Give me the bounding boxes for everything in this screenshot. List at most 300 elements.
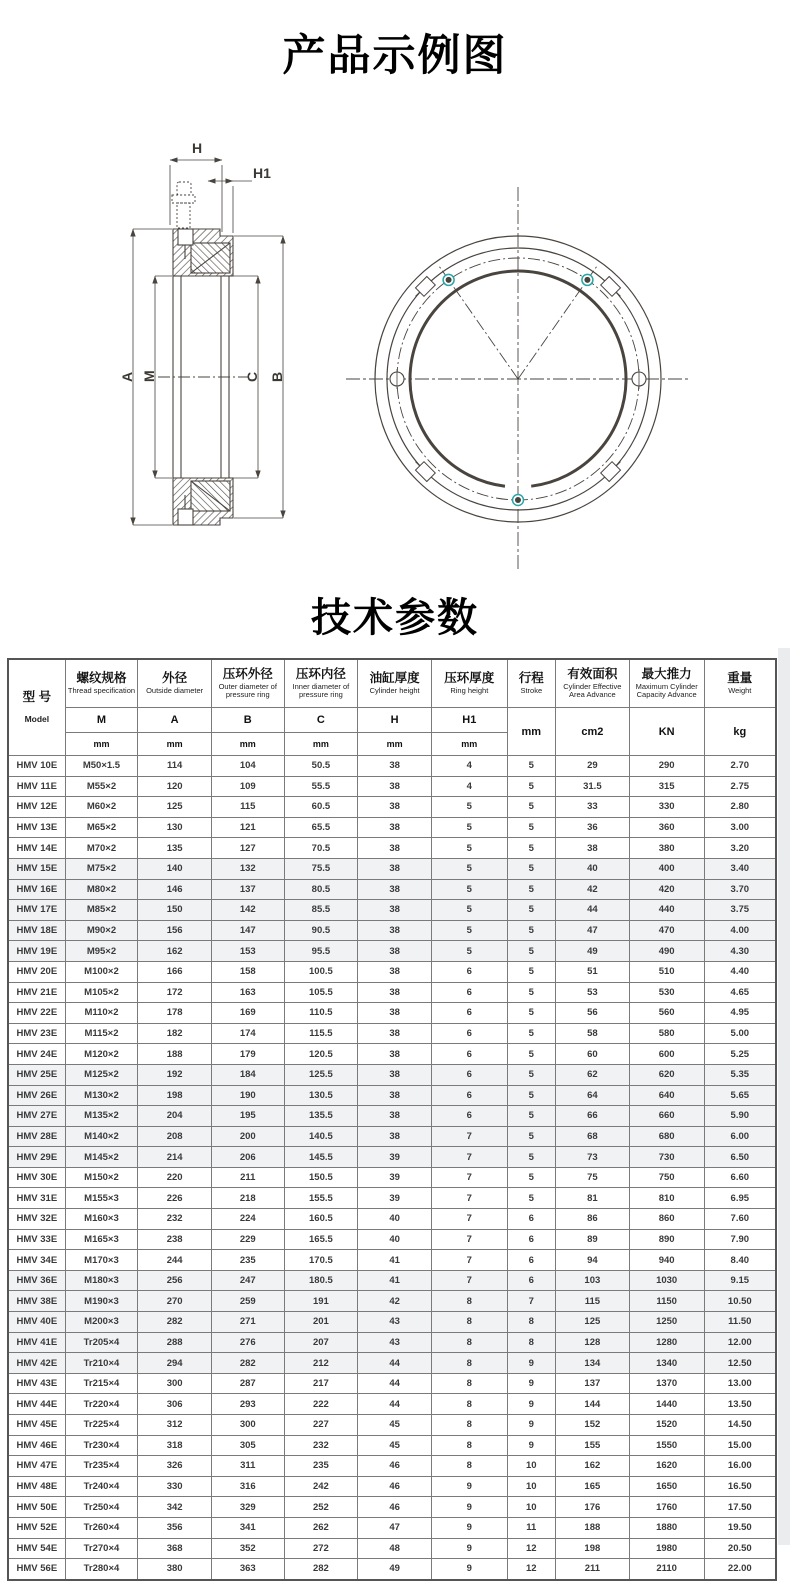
value-cell: M125×2	[65, 1064, 138, 1085]
value-cell: 6.00	[704, 1126, 776, 1147]
value-cell: 125	[138, 797, 212, 818]
value-cell: 127	[211, 838, 284, 859]
value-cell: 38	[358, 982, 432, 1003]
value-cell: 13.00	[704, 1373, 776, 1394]
table-row	[8, 920, 776, 941]
table-row	[8, 1497, 776, 1518]
value-cell: 1760	[629, 1497, 704, 1518]
value-cell: M150×2	[65, 1167, 138, 1188]
value-cell: 490	[629, 941, 704, 962]
value-cell: 890	[629, 1229, 704, 1250]
value-cell: 306	[138, 1394, 212, 1415]
unit-mm: mm	[65, 733, 138, 756]
value-cell: 5	[431, 941, 507, 962]
unit-mm: mm	[284, 733, 358, 756]
value-cell: 39	[358, 1188, 432, 1209]
value-cell: 5	[507, 797, 555, 818]
value-cell: 271	[211, 1312, 284, 1333]
value-cell: 342	[138, 1497, 212, 1518]
value-cell: 66	[556, 1106, 630, 1127]
value-cell: 211	[211, 1167, 284, 1188]
value-cell: 9	[431, 1497, 507, 1518]
value-cell: 147	[211, 920, 284, 941]
value-cell: 53	[556, 982, 630, 1003]
table-row	[8, 1353, 776, 1374]
value-cell: 42	[358, 1291, 432, 1312]
value-cell: 5	[507, 817, 555, 838]
col-header-thread: 螺纹规格 Thread specification	[65, 659, 138, 708]
value-cell: M65×2	[65, 817, 138, 838]
value-cell: M135×2	[65, 1106, 138, 1127]
table-row	[8, 1250, 776, 1271]
value-cell: 3.40	[704, 858, 776, 879]
value-cell: 5	[507, 1044, 555, 1065]
value-cell: 120	[138, 776, 212, 797]
value-cell: 4.00	[704, 920, 776, 941]
value-cell: 158	[211, 961, 284, 982]
value-cell: 5	[507, 838, 555, 859]
value-cell: 40	[358, 1209, 432, 1230]
value-cell: 217	[284, 1373, 358, 1394]
value-cell: 6	[507, 1270, 555, 1291]
value-cell: 172	[138, 982, 212, 1003]
value-cell: 5	[507, 756, 555, 777]
col-header-cylinder-height: 油缸厚度 Cylinder height	[358, 659, 432, 708]
value-cell: 47	[358, 1517, 432, 1538]
value-cell: Tr260×4	[65, 1517, 138, 1538]
value-cell: M60×2	[65, 797, 138, 818]
value-cell: 105.5	[284, 982, 358, 1003]
value-cell: 39	[358, 1147, 432, 1168]
table-row	[8, 1476, 776, 1497]
model-cell: HMV 40E	[8, 1312, 65, 1333]
value-cell: 276	[211, 1332, 284, 1353]
model-cell: HMV 45E	[8, 1415, 65, 1436]
table-row	[8, 1044, 776, 1065]
value-cell: 5	[431, 858, 507, 879]
model-cell: HMV 19E	[8, 941, 65, 962]
value-cell: 9	[431, 1517, 507, 1538]
value-cell: 242	[284, 1476, 358, 1497]
value-cell: 22.00	[704, 1559, 776, 1580]
value-cell: 130	[138, 817, 212, 838]
value-cell: 293	[211, 1394, 284, 1415]
value-cell: 238	[138, 1229, 212, 1250]
model-cell: HMV 12E	[8, 797, 65, 818]
value-cell: 11	[507, 1517, 555, 1538]
table-row	[8, 1106, 776, 1127]
value-cell: 290	[629, 756, 704, 777]
value-cell: 329	[211, 1497, 284, 1518]
value-cell: 38	[358, 920, 432, 941]
value-cell: 6	[431, 1106, 507, 1127]
model-cell: HMV 56E	[8, 1559, 65, 1580]
value-cell: 115	[556, 1291, 630, 1312]
value-cell: 9	[507, 1353, 555, 1374]
value-cell: M140×2	[65, 1126, 138, 1147]
col-header-weight: 重量 Weight	[704, 659, 776, 708]
value-cell: 48	[358, 1538, 432, 1559]
table-row	[8, 838, 776, 859]
unit-area: cm2	[556, 708, 630, 756]
value-cell: 65.5	[284, 817, 358, 838]
value-cell: 70.5	[284, 838, 358, 859]
value-cell: 207	[284, 1332, 358, 1353]
value-cell: 31.5	[556, 776, 630, 797]
model-cell: HMV 23E	[8, 1023, 65, 1044]
value-cell: 188	[556, 1517, 630, 1538]
table-row	[8, 1229, 776, 1250]
value-cell: 9	[507, 1394, 555, 1415]
value-cell: 4.95	[704, 1003, 776, 1024]
value-cell: 75	[556, 1167, 630, 1188]
value-cell: 44	[358, 1394, 432, 1415]
value-cell: 6.60	[704, 1167, 776, 1188]
value-cell: 12	[507, 1538, 555, 1559]
value-cell: 36	[556, 817, 630, 838]
value-cell: 134	[556, 1353, 630, 1374]
value-cell: M155×3	[65, 1188, 138, 1209]
value-cell: M55×2	[65, 776, 138, 797]
value-cell: 114	[138, 756, 212, 777]
value-cell: 115.5	[284, 1023, 358, 1044]
value-cell: 360	[629, 817, 704, 838]
value-cell: 356	[138, 1517, 212, 1538]
value-cell: 352	[211, 1538, 284, 1559]
table-row	[8, 776, 776, 797]
value-cell: 142	[211, 900, 284, 921]
value-cell: 145.5	[284, 1147, 358, 1168]
value-cell: 55.5	[284, 776, 358, 797]
value-cell: M100×2	[65, 961, 138, 982]
value-cell: 38	[358, 1126, 432, 1147]
value-cell: 178	[138, 1003, 212, 1024]
value-cell: 110.5	[284, 1003, 358, 1024]
value-cell: 40	[358, 1229, 432, 1250]
value-cell: 2110	[629, 1559, 704, 1580]
value-cell: 38	[358, 1106, 432, 1127]
value-cell: 81	[556, 1188, 630, 1209]
table-row	[8, 1085, 776, 1106]
dim-label-m: M	[141, 370, 157, 382]
value-cell: 179	[211, 1044, 284, 1065]
col-header-ring-id: 压环内径 Inner diameter of pressure ring	[284, 659, 358, 708]
value-cell: 8	[431, 1291, 507, 1312]
value-cell: 103	[556, 1270, 630, 1291]
model-cell: HMV 14E	[8, 838, 65, 859]
model-cell: HMV 50E	[8, 1497, 65, 1518]
value-cell: 270	[138, 1291, 212, 1312]
value-cell: 5.90	[704, 1106, 776, 1127]
value-cell: 311	[211, 1456, 284, 1477]
value-cell: M170×3	[65, 1250, 138, 1271]
unit-force: KN	[629, 708, 704, 756]
value-cell: 1550	[629, 1435, 704, 1456]
value-cell: 7	[431, 1209, 507, 1230]
value-cell: 146	[138, 879, 212, 900]
value-cell: Tr205×4	[65, 1332, 138, 1353]
value-cell: 8	[431, 1435, 507, 1456]
value-cell: 288	[138, 1332, 212, 1353]
table-row	[8, 1435, 776, 1456]
value-cell: 341	[211, 1517, 284, 1538]
value-cell: M180×3	[65, 1270, 138, 1291]
value-cell: 5	[507, 1167, 555, 1188]
unit-mm: mm	[431, 733, 507, 756]
value-cell: 5.65	[704, 1085, 776, 1106]
value-cell: 163	[211, 982, 284, 1003]
col-header-outside-diameter: 外径 Outside diameter	[138, 659, 212, 708]
value-cell: 10.50	[704, 1291, 776, 1312]
table-row	[8, 1188, 776, 1209]
value-cell: 9	[431, 1538, 507, 1559]
value-cell: 73	[556, 1147, 630, 1168]
value-cell: 5	[507, 961, 555, 982]
value-cell: 5.35	[704, 1064, 776, 1085]
model-cell: HMV 43E	[8, 1373, 65, 1394]
value-cell: 305	[211, 1435, 284, 1456]
oil-plug-icon	[443, 274, 454, 285]
value-cell: 204	[138, 1106, 212, 1127]
value-cell: 232	[284, 1435, 358, 1456]
value-cell: 9	[431, 1476, 507, 1497]
value-cell: M165×3	[65, 1229, 138, 1250]
value-cell: 137	[556, 1373, 630, 1394]
table-row	[8, 1559, 776, 1580]
value-cell: 38	[358, 941, 432, 962]
value-cell: 256	[138, 1270, 212, 1291]
value-cell: 640	[629, 1085, 704, 1106]
value-cell: 38	[358, 1044, 432, 1065]
table-row	[8, 797, 776, 818]
value-cell: 198	[556, 1538, 630, 1559]
value-cell: 95.5	[284, 941, 358, 962]
model-cell: HMV 17E	[8, 900, 65, 921]
value-cell: M75×2	[65, 858, 138, 879]
value-cell: 259	[211, 1291, 284, 1312]
value-cell: 1620	[629, 1456, 704, 1477]
value-cell: 38	[358, 1085, 432, 1106]
model-cell: HMV 36E	[8, 1270, 65, 1291]
value-cell: 8	[431, 1394, 507, 1415]
model-cell: HMV 24E	[8, 1044, 65, 1065]
grease-nipple-icon	[172, 182, 195, 228]
value-cell: 80.5	[284, 879, 358, 900]
value-cell: 7	[431, 1167, 507, 1188]
value-cell: 247	[211, 1270, 284, 1291]
value-cell: 38	[358, 817, 432, 838]
model-cell: HMV 33E	[8, 1229, 65, 1250]
value-cell: 1150	[629, 1291, 704, 1312]
value-cell: 6	[431, 982, 507, 1003]
dim-label-a: A	[119, 371, 135, 382]
table-row	[8, 756, 776, 777]
value-cell: 94	[556, 1250, 630, 1271]
value-cell: 135.5	[284, 1106, 358, 1127]
oil-plug-icon	[582, 274, 593, 285]
value-cell: Tr250×4	[65, 1497, 138, 1518]
unit-mm: mm	[211, 733, 284, 756]
table-row	[8, 900, 776, 921]
value-cell: 7.60	[704, 1209, 776, 1230]
value-cell: 222	[284, 1394, 358, 1415]
value-cell: 315	[629, 776, 704, 797]
value-cell: 12	[507, 1559, 555, 1580]
value-cell: 5	[507, 1085, 555, 1106]
value-cell: 8	[431, 1415, 507, 1436]
value-cell: 5	[431, 900, 507, 921]
value-cell: 9	[431, 1559, 507, 1580]
value-cell: 220	[138, 1167, 212, 1188]
value-cell: 318	[138, 1435, 212, 1456]
value-cell: 41	[358, 1270, 432, 1291]
side-view-drawing	[90, 133, 345, 580]
value-cell: 14.50	[704, 1415, 776, 1436]
value-cell: 440	[629, 900, 704, 921]
value-cell: 6	[507, 1250, 555, 1271]
value-cell: 1520	[629, 1415, 704, 1436]
table-row	[8, 1003, 776, 1024]
col-header-ring-height: 压环厚度 Ring height	[431, 659, 507, 708]
value-cell: 8	[431, 1332, 507, 1353]
dim-label-h1: H1	[253, 165, 271, 181]
oil-plug-icon	[513, 495, 524, 506]
value-cell: 3.70	[704, 879, 776, 900]
table-row	[8, 879, 776, 900]
value-cell: 6	[431, 961, 507, 982]
value-cell: 38	[358, 756, 432, 777]
value-cell: 29	[556, 756, 630, 777]
value-cell: 8.40	[704, 1250, 776, 1271]
value-cell: M145×2	[65, 1147, 138, 1168]
value-cell: 46	[358, 1497, 432, 1518]
value-cell: 165	[556, 1476, 630, 1497]
value-cell: M90×2	[65, 920, 138, 941]
value-cell: 43	[358, 1312, 432, 1333]
value-cell: 156	[138, 920, 212, 941]
value-cell: 192	[138, 1064, 212, 1085]
value-cell: 206	[211, 1147, 284, 1168]
value-cell: 38	[358, 1064, 432, 1085]
model-cell: HMV 13E	[8, 817, 65, 838]
value-cell: 9.15	[704, 1270, 776, 1291]
value-cell: 287	[211, 1373, 284, 1394]
value-cell: 155	[556, 1435, 630, 1456]
value-cell: 2.75	[704, 776, 776, 797]
value-cell: 1340	[629, 1353, 704, 1374]
value-cell: M130×2	[65, 1085, 138, 1106]
value-cell: 174	[211, 1023, 284, 1044]
value-cell: 300	[211, 1415, 284, 1436]
value-cell: 530	[629, 982, 704, 1003]
value-cell: 121	[211, 817, 284, 838]
value-cell: 5	[507, 1023, 555, 1044]
value-cell: 510	[629, 961, 704, 982]
value-cell: 810	[629, 1188, 704, 1209]
value-cell: 620	[629, 1064, 704, 1085]
value-cell: 363	[211, 1559, 284, 1580]
value-cell: 60	[556, 1044, 630, 1065]
value-cell: 44	[358, 1353, 432, 1374]
value-cell: 38	[358, 838, 432, 859]
value-cell: 1030	[629, 1270, 704, 1291]
value-cell: 226	[138, 1188, 212, 1209]
value-cell: 12.00	[704, 1332, 776, 1353]
value-cell: 86	[556, 1209, 630, 1230]
value-cell: 420	[629, 879, 704, 900]
value-cell: 660	[629, 1106, 704, 1127]
model-cell: HMV 41E	[8, 1332, 65, 1353]
value-cell: 50.5	[284, 756, 358, 777]
table-row	[8, 1064, 776, 1085]
value-cell: 7	[431, 1147, 507, 1168]
value-cell: 12.50	[704, 1353, 776, 1374]
value-cell: 16.00	[704, 1456, 776, 1477]
model-cell: HMV 10E	[8, 756, 65, 777]
value-cell: 400	[629, 858, 704, 879]
value-cell: 125.5	[284, 1064, 358, 1085]
value-cell: 214	[138, 1147, 212, 1168]
value-cell: 5	[431, 838, 507, 859]
value-cell: 150	[138, 900, 212, 921]
value-cell: 750	[629, 1167, 704, 1188]
value-cell: 7	[431, 1126, 507, 1147]
value-cell: 120.5	[284, 1044, 358, 1065]
value-cell: 45	[358, 1435, 432, 1456]
value-cell: 3.75	[704, 900, 776, 921]
value-cell: 19.50	[704, 1517, 776, 1538]
value-cell: 6	[431, 1023, 507, 1044]
model-cell: HMV 52E	[8, 1517, 65, 1538]
value-cell: 90.5	[284, 920, 358, 941]
model-cell: HMV 22E	[8, 1003, 65, 1024]
value-cell: 170.5	[284, 1250, 358, 1271]
page-gutter	[778, 648, 790, 1545]
value-cell: 940	[629, 1250, 704, 1271]
value-cell: 4.30	[704, 941, 776, 962]
value-cell: 68	[556, 1126, 630, 1147]
value-cell: 64	[556, 1085, 630, 1106]
value-cell: 1280	[629, 1332, 704, 1353]
value-cell: 200	[211, 1126, 284, 1147]
value-cell: 56	[556, 1003, 630, 1024]
value-cell: 38	[358, 858, 432, 879]
table-row	[8, 1291, 776, 1312]
table-row	[8, 1167, 776, 1188]
value-cell: 39	[358, 1167, 432, 1188]
value-cell: M80×2	[65, 879, 138, 900]
value-cell: 208	[138, 1126, 212, 1147]
value-cell: 43	[358, 1332, 432, 1353]
value-cell: 15.00	[704, 1435, 776, 1456]
value-cell: 580	[629, 1023, 704, 1044]
value-cell: 125	[556, 1312, 630, 1333]
value-cell: 5	[507, 1064, 555, 1085]
value-cell: 5	[507, 1188, 555, 1209]
model-cell: HMV 15E	[8, 858, 65, 879]
model-cell: HMV 21E	[8, 982, 65, 1003]
value-cell: 5	[507, 879, 555, 900]
front-view-drawing	[336, 181, 740, 575]
model-cell: HMV 44E	[8, 1394, 65, 1415]
table-row	[8, 1538, 776, 1559]
table-row	[8, 1517, 776, 1538]
value-cell: 38	[358, 776, 432, 797]
value-cell: 49	[358, 1559, 432, 1580]
value-cell: 152	[556, 1415, 630, 1436]
value-cell: 38	[358, 1003, 432, 1024]
table-row	[8, 982, 776, 1003]
